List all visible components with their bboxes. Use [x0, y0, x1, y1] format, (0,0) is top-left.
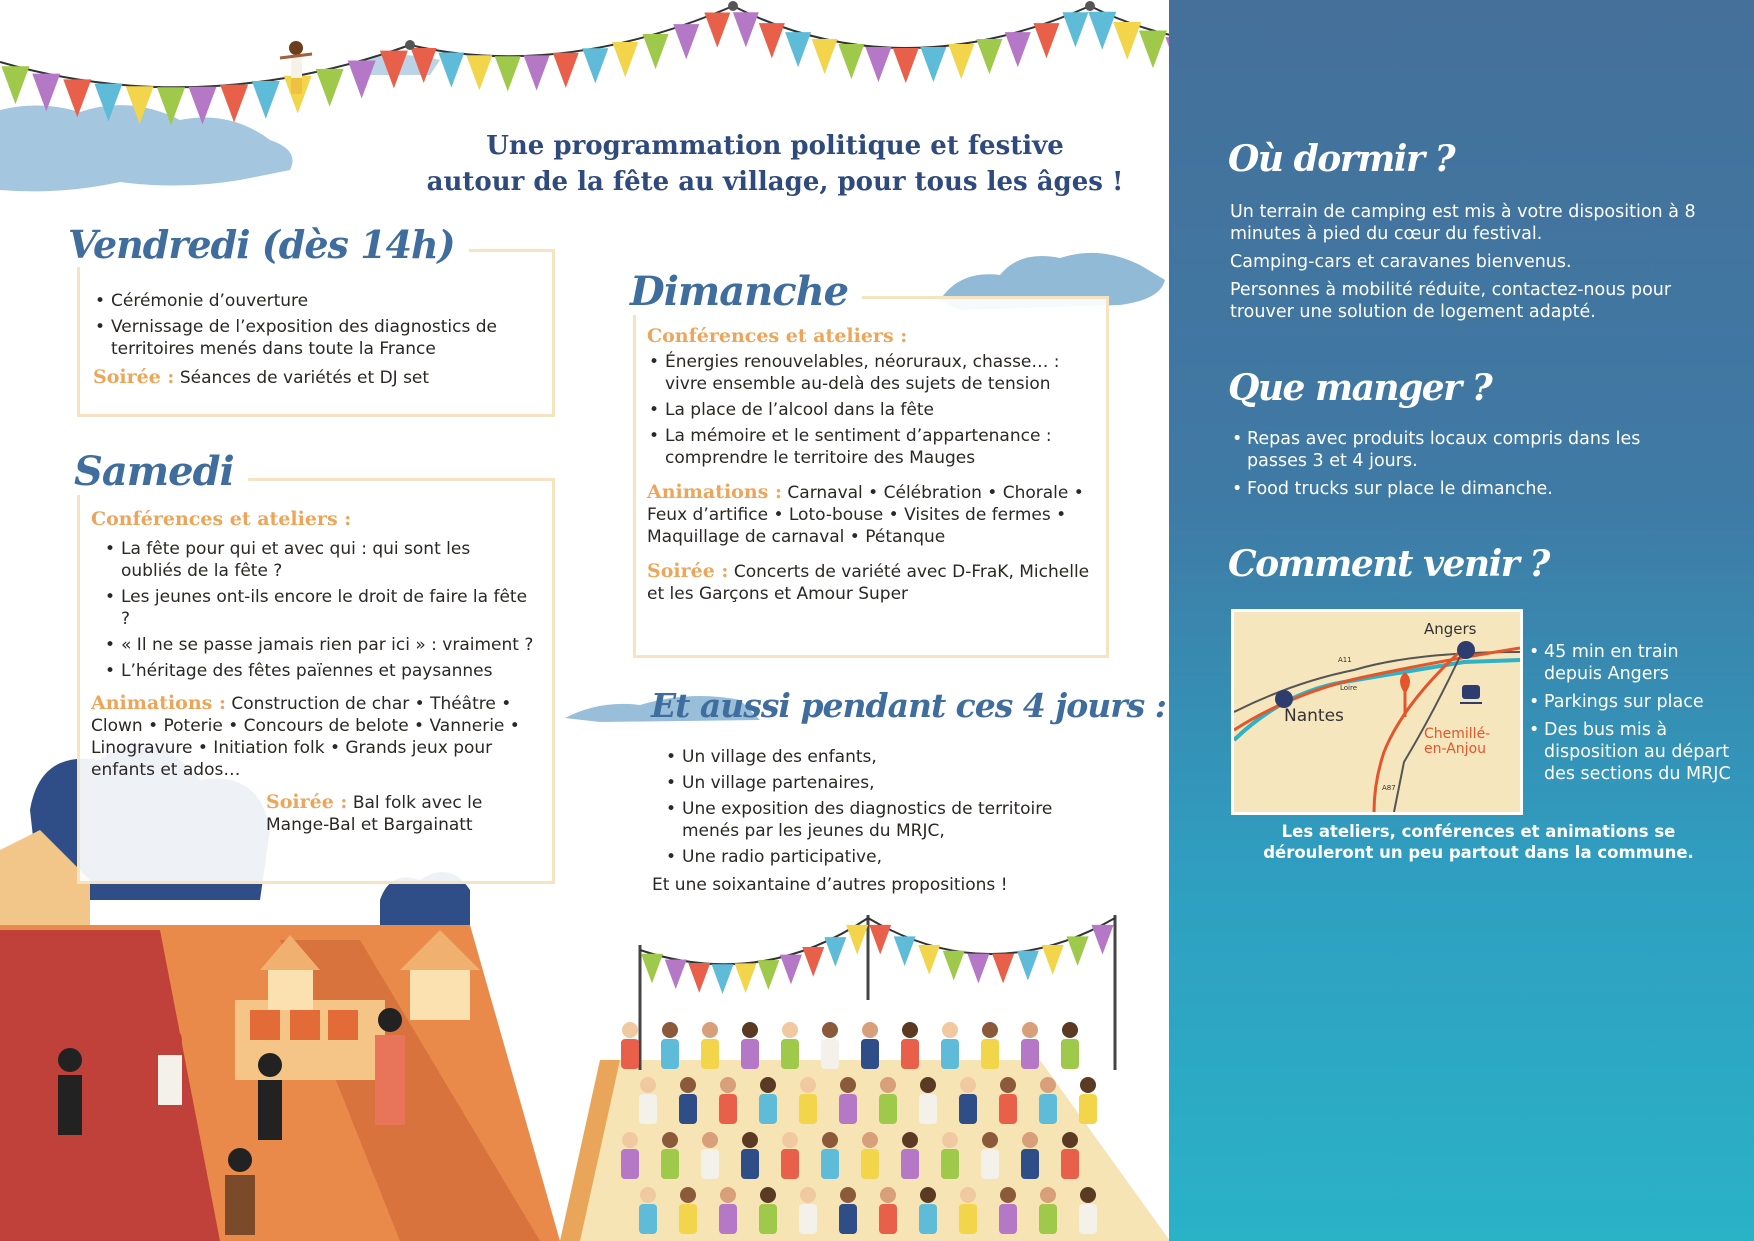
dancer-body — [719, 1204, 737, 1234]
headline-line-2: autour de la fête au village, pour tous les âges ! — [426, 167, 1124, 197]
bunting-flag — [920, 47, 946, 82]
dancer-head — [680, 1187, 696, 1203]
dimanche-list — [647, 351, 1092, 469]
dancer-body — [821, 1149, 839, 1179]
dancer-body — [839, 1204, 857, 1234]
dancer-head — [742, 1022, 758, 1038]
bunting-flag — [1042, 945, 1064, 975]
list-item: • La mémoire et le sentiment d’appartenance : comprendre le territoire des Mauges — [647, 425, 1092, 469]
bunting-flag — [846, 925, 868, 955]
dancer-body — [679, 1204, 697, 1234]
bunting-flag — [1067, 936, 1089, 966]
aussi-title: Et aussi pendant ces 4 jours : — [651, 686, 1166, 725]
map-city-nantes: Nantes — [1284, 706, 1344, 726]
list-item: • Food trucks sur place le dimanche. — [1230, 478, 1700, 500]
manger-title: Que manger ? — [1228, 367, 1492, 409]
list-item: • Cérémonie d’ouverture — [93, 290, 533, 312]
list-item: • La place de l’alcool dans la fête — [647, 399, 1092, 421]
list-item: • Parkings sur place — [1527, 691, 1742, 713]
dancer-head — [742, 1132, 758, 1148]
dancer-head — [662, 1132, 678, 1148]
list-item: • Une exposition des diagnostics de territoire menés par les jeunes du MRJC, — [664, 798, 1102, 842]
bunting-flag — [976, 39, 1002, 74]
map-river-loire: Loire — [1340, 684, 1358, 692]
dancer-head — [622, 1022, 638, 1038]
dancer-body — [621, 1039, 639, 1069]
bunting-flag — [865, 47, 891, 82]
dancer-body — [701, 1149, 719, 1179]
list-item: • Énergies renouvelables, néoruraux, chasse… : vivre ensemble au-delà des sujets de tension — [647, 351, 1092, 395]
dancer-head — [662, 1022, 678, 1038]
dancer-head — [640, 1077, 656, 1093]
samedi-soiree-label: Soirée : — [266, 791, 348, 813]
bunting-flag — [1139, 30, 1167, 68]
bunting-flag — [348, 61, 376, 99]
dormir-paragraph: Un terrain de camping est mis à votre disposition à 8 minutes à pied du cœur du festival. — [1230, 202, 1696, 244]
dancer-body — [799, 1094, 817, 1124]
bunting-flag — [812, 39, 838, 74]
bunting-flag — [688, 963, 710, 993]
dancer-body — [1021, 1149, 1039, 1179]
bunting-flag — [1, 66, 29, 104]
manger-content — [1230, 428, 1700, 506]
dancer-body — [839, 1094, 857, 1124]
dancer-body — [959, 1094, 977, 1124]
dimanche-anim-label: Animations : — [647, 481, 782, 503]
bunting-flag — [704, 13, 730, 48]
aussi-list — [652, 746, 1102, 868]
list-item: • Des bus mis à disposition au départ des sections du MRJC — [1527, 719, 1742, 785]
dancer-head — [800, 1077, 816, 1093]
dancer-head — [760, 1187, 776, 1203]
bunting-flag — [893, 48, 919, 83]
dancer-head — [880, 1077, 896, 1093]
bunting-flag — [967, 954, 989, 984]
dancer-body — [981, 1039, 999, 1069]
dancer-body — [821, 1039, 839, 1069]
map-city-angers: Angers — [1424, 620, 1477, 638]
samedi-anim-label: Animations : — [91, 692, 226, 714]
dancer-head — [840, 1077, 856, 1093]
bunting-flag — [802, 947, 824, 977]
dancer-body — [701, 1039, 719, 1069]
bunting-flag — [1062, 12, 1088, 47]
list-item: • Un village des enfants, — [664, 746, 1102, 768]
dancer-body — [719, 1094, 737, 1124]
dancer-head — [840, 1187, 856, 1203]
bunting-flag — [943, 951, 965, 981]
dancer-body — [879, 1094, 897, 1124]
bunting-flag — [757, 960, 779, 990]
dancer-body — [999, 1094, 1017, 1124]
vendredi-soiree — [93, 366, 533, 389]
bunting-flag — [824, 937, 846, 967]
list-item: • La fête pour qui et avec qui : qui sont les oubliés de la fête ? — [103, 538, 536, 582]
dormir-paragraph: Personnes à mobilité réduite, contactez-nous pour trouver une solution de logement adapté. — [1230, 280, 1672, 322]
dancer-head — [982, 1132, 998, 1148]
dormir-paragraph: Camping-cars et caravanes bienvenus. — [1230, 252, 1572, 272]
bunting-flag — [495, 56, 521, 91]
dancer-head — [1022, 1022, 1038, 1038]
dancer-head — [862, 1022, 878, 1038]
dancer-head — [902, 1022, 918, 1038]
dancer-body — [861, 1039, 879, 1069]
samedi-soiree-text: Bal folk avec le Mange-Bal et Bargainatt — [266, 793, 483, 835]
dancer-body — [981, 1149, 999, 1179]
dancer-head — [640, 1187, 656, 1203]
dancer-body — [781, 1039, 799, 1069]
dancer-head — [822, 1022, 838, 1038]
dancer-body — [1079, 1094, 1097, 1124]
bunting-flag — [1005, 32, 1031, 67]
bunting-flag — [735, 963, 757, 993]
dancer-body — [741, 1039, 759, 1069]
dancer-head — [1062, 1022, 1078, 1038]
bunting-flag — [643, 34, 669, 69]
dancer-body — [919, 1094, 937, 1124]
list-item: • L’héritage des fêtes païennes et paysannes — [103, 660, 536, 682]
samedi-title: Samedi — [74, 448, 248, 495]
bunting-flag — [785, 32, 811, 67]
list-item: • Un village partenaires, — [664, 772, 1102, 794]
dimanche-content — [647, 325, 1092, 605]
dancer-head — [862, 1132, 878, 1148]
bunting-flag — [1033, 23, 1059, 58]
samedi-anim-text: Construction de char • Théâtre • Clown • Poterie • Concours de belote • Vannerie • Linogravure • Initiation folk • Grands jeux pour enfants et ados… — [91, 694, 520, 780]
aussi-footer: Et une soixantaine d’autres propositions ! — [652, 875, 1008, 895]
vendredi-list — [93, 290, 533, 360]
dancer-head — [960, 1187, 976, 1203]
dimanche-animations — [647, 481, 1092, 548]
dancer-body — [919, 1204, 937, 1234]
dancer-body — [1021, 1039, 1039, 1069]
dancer-head — [1000, 1187, 1016, 1203]
samedi-soiree — [91, 791, 536, 836]
headline-line-1: Une programmation politique et festive — [486, 131, 1064, 161]
bunting-flag — [918, 945, 940, 975]
dancer-head — [720, 1077, 736, 1093]
dancer-body — [621, 1149, 639, 1179]
location-map — [1231, 609, 1523, 815]
bunting-flag — [316, 69, 344, 107]
dancer-body — [861, 1149, 879, 1179]
dancer-body — [999, 1204, 1017, 1234]
bunting-flag — [1088, 12, 1116, 50]
dancer-head — [1040, 1187, 1056, 1203]
dancer-body — [1061, 1149, 1079, 1179]
dancer-head — [800, 1187, 816, 1203]
dancer-head — [822, 1132, 838, 1148]
dancer-head — [920, 1077, 936, 1093]
bunting-flag — [894, 936, 916, 966]
dancer-body — [941, 1039, 959, 1069]
dormir-content — [1230, 201, 1700, 329]
dancer-head — [782, 1132, 798, 1148]
map-road-a11: A11 — [1338, 656, 1352, 664]
dimanche-soiree-text: Concerts de variété avec D-FraK, Michelle et les Garçons et Amour Super — [647, 562, 1090, 604]
dancer-head — [942, 1022, 958, 1038]
vendredi-soiree-text: Séances de variétés et DJ set — [179, 368, 430, 388]
dancer-body — [661, 1149, 679, 1179]
dancer-body — [1039, 1204, 1057, 1234]
dancer-head — [622, 1132, 638, 1148]
dancer-head — [1040, 1077, 1056, 1093]
list-item: • Vernissage de l’exposition des diagnostics de territoires menés dans toute la France — [93, 316, 533, 360]
bunting-flag — [641, 954, 663, 984]
bunting-flag — [992, 954, 1014, 984]
samedi-animations — [91, 692, 536, 781]
bunting-flag — [869, 925, 891, 955]
dancer-body — [1079, 1204, 1097, 1234]
bunting-flag — [553, 53, 579, 88]
dancer-head — [1080, 1187, 1096, 1203]
list-item: • Les jeunes ont-ils encore le droit de faire la fête ? — [103, 586, 536, 630]
dancer-body — [1061, 1039, 1079, 1069]
dancer-head — [960, 1077, 976, 1093]
venir-footer: Les ateliers, conférences et animations se dérouleront un peu partout dans la commune. — [1263, 822, 1694, 862]
dancer-head — [760, 1077, 776, 1093]
aussi-content — [652, 746, 1102, 896]
venir-title: Comment venir ? — [1228, 543, 1549, 585]
bunting-flag — [948, 44, 974, 79]
dancer-body — [1039, 1094, 1057, 1124]
bunting-flag — [1092, 925, 1114, 955]
dancer-body — [639, 1204, 657, 1234]
dancer-body — [661, 1039, 679, 1069]
dancer-body — [741, 1149, 759, 1179]
dancer-head — [920, 1187, 936, 1203]
bunting-flag — [252, 81, 280, 119]
dancer-body — [759, 1204, 777, 1234]
samedi-conf-label: Conférences et ateliers : — [91, 508, 352, 530]
dimanche-conf-label: Conférences et ateliers : — [647, 325, 908, 347]
dancer-body — [799, 1204, 817, 1234]
bunting-flag — [220, 85, 248, 123]
list-item: • « Il ne se passe jamais rien par ici » : vraiment ? — [103, 634, 536, 656]
samedi-content — [91, 508, 536, 836]
bunting-flag — [582, 48, 608, 83]
list-item: • 45 min en train depuis Angers — [1527, 641, 1742, 685]
dancer-head — [1080, 1077, 1096, 1093]
bunting-flag — [759, 23, 785, 58]
dancer-body — [759, 1094, 777, 1124]
dancer-body — [959, 1204, 977, 1234]
dimanche-soiree — [647, 560, 1092, 605]
dancer-head — [702, 1022, 718, 1038]
dancer-head — [1062, 1132, 1078, 1148]
map-graphic — [1234, 612, 1520, 812]
bunting-flag — [1017, 951, 1039, 981]
dimanche-soiree-label: Soirée : — [647, 560, 729, 582]
dancer-head — [902, 1132, 918, 1148]
dancer-head — [782, 1022, 798, 1038]
bunting-flag — [466, 55, 492, 90]
vendredi-title: Vendredi (dès 14h) — [68, 222, 469, 267]
bunting-flag — [780, 955, 802, 985]
vendredi-content — [93, 290, 533, 389]
list-item: • Repas avec produits locaux compris dans les passes 3 et 4 jours. — [1230, 428, 1700, 472]
dancer-body — [679, 1094, 697, 1124]
bunting-flag — [712, 964, 734, 994]
bunting-flag — [733, 12, 759, 47]
dancer-head — [720, 1187, 736, 1203]
dancer-body — [941, 1149, 959, 1179]
dancer-body — [781, 1149, 799, 1179]
list-item: • Une radio participative, — [664, 846, 1102, 868]
bunting-flag — [612, 42, 638, 77]
bunting-flag — [524, 55, 550, 90]
bunting-flag — [665, 959, 687, 989]
venir-list — [1527, 641, 1742, 791]
dancer-body — [879, 1204, 897, 1234]
bunting-flag — [673, 24, 699, 59]
bunting-flag — [438, 53, 464, 88]
vendredi-soiree-label: Soirée : — [93, 366, 175, 388]
map-road-a87: A87 — [1382, 784, 1396, 792]
dancer-head — [982, 1022, 998, 1038]
bunting-flag — [1113, 22, 1141, 60]
dancer-head — [880, 1187, 896, 1203]
bunting-flag — [838, 44, 864, 79]
dancer-head — [680, 1077, 696, 1093]
dimanche-title: Dimanche — [630, 268, 862, 315]
dancer-head — [702, 1132, 718, 1148]
dancer-head — [1000, 1077, 1016, 1093]
map-city-chemille: Chemillé-en-Anjou — [1424, 726, 1491, 757]
cloud-top-left — [0, 105, 293, 191]
dancer-head — [942, 1132, 958, 1148]
dancer-head — [1022, 1132, 1038, 1148]
dancer-body — [901, 1039, 919, 1069]
dancer-body — [901, 1149, 919, 1179]
dimanche-anim-text: Carnaval • Célébration • Chorale • Feux d’artifice • Loto-bouse • Visites de fermes • Maquillage de carnaval • Pétanque — [647, 483, 1084, 547]
dormir-title: Où dormir ? — [1228, 138, 1455, 180]
page-headline — [420, 128, 1130, 200]
dancer-body — [639, 1094, 657, 1124]
samedi-list — [91, 538, 536, 682]
